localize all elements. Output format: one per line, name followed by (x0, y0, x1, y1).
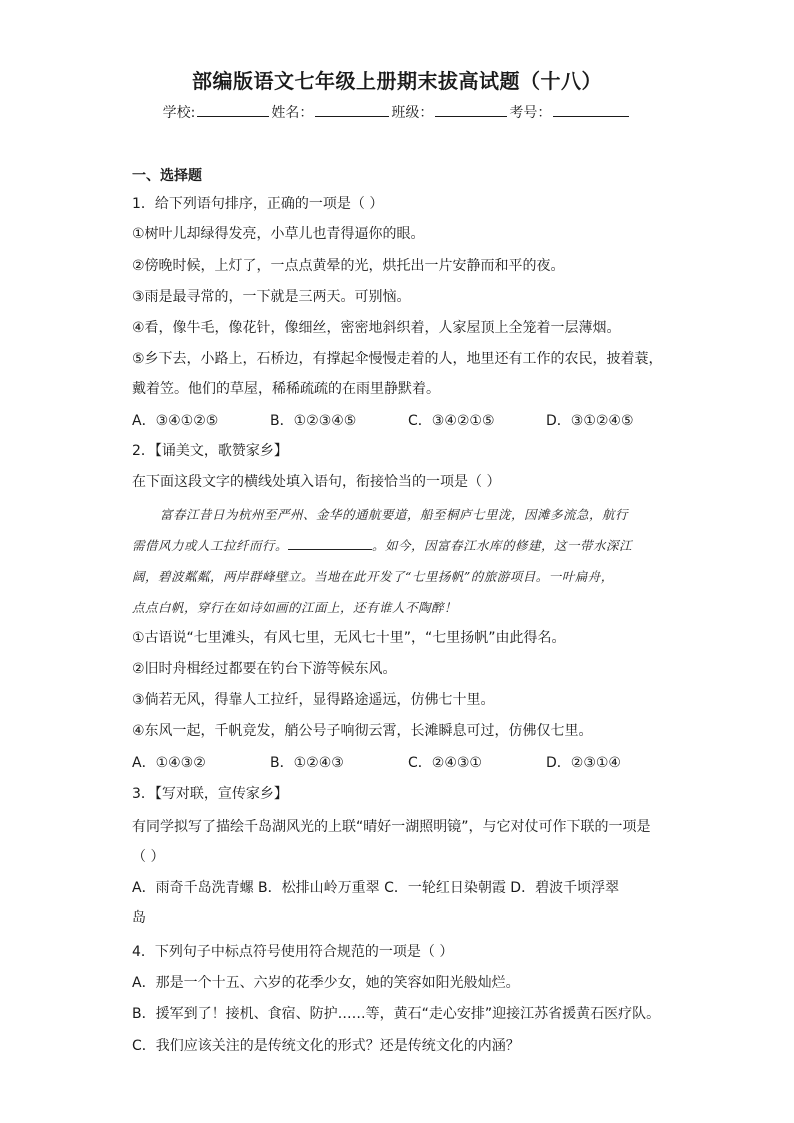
q2-sentence-1: ①古语说“七里滩头，有风七里，无风七十里”，“七里扬帆”由此得名。 (132, 630, 566, 646)
q1-sentence-1: ①树叶儿却绿得发亮，小草儿也青得逼你的眼。 (132, 226, 425, 242)
page-title: 部编版语文七年级上册期末拔高试题（十八） (192, 69, 602, 93)
section-heading: 一、选择题 (132, 168, 202, 184)
q2-sentence-2: ②旧时舟楫经过都要在钓台下游等候东风。 (132, 661, 397, 677)
q2-options (132, 753, 672, 773)
q4-stem: 4．下列句子中标点符号使用符合规范的一项是（ ） (132, 944, 454, 960)
exam-number-label: 考号： (509, 105, 552, 121)
q3-stem-line-1: 有同学拟写了描绘千岛湖风光的上联“晴好一湖照明镜”，与它对仗可作下联的一项是 (132, 819, 651, 835)
q3-options-tail: 岛 (132, 910, 146, 926)
class-blank[interactable] (435, 102, 507, 117)
q1-sentence-2: ②傍晚时候，上灯了，一点点黄晕的光，烘托出一片安静而和平的夜。 (132, 258, 565, 274)
q2-passage-line-4: 点点白帆，穿行在如诗如画的江面上，还有谁人不陶醉！ (132, 600, 458, 615)
q2-option-a[interactable]: A．①④③② (132, 755, 206, 771)
class-label: 班级： (391, 105, 434, 121)
q1-option-c[interactable]: C．③④②①⑤ (408, 413, 495, 429)
q2-sentence-3: ③倘若无风，得靠人工拉纤，显得路途遥远，仿佛七十里。 (132, 692, 495, 708)
q1-option-a[interactable]: A．③④①②⑤ (132, 413, 219, 429)
q2-option-b[interactable]: B．①②④③ (270, 755, 344, 771)
q1-stem: 1．给下列语句排序，正确的一项是（ ） (132, 196, 384, 212)
q2-stem: 在下面这段文字的横线处填入语句，衔接恰当的一项是（ ） (132, 474, 501, 490)
q1-option-d[interactable]: D．③①②④⑤ (546, 413, 634, 429)
q1-sentence-4: ④看，像牛毛，像花针，像细丝，密密地斜织着，人家屋顶上全笼着一层薄烟。 (132, 320, 621, 336)
q3-stem-line-2: （ ） (132, 849, 165, 865)
q2-passage-2a: 需借风力或人工拉纤而行。 (132, 538, 289, 553)
q3-options[interactable]: A．雨奇千岛洗青螺 B．松排山岭万重翠 C．一轮红日染朝霞 D．碧波千顷浮翠 (132, 880, 620, 896)
q4-option-c[interactable]: C．我们应该关注的是传统文化的形式？还是传统文化的内涵？ (132, 1038, 520, 1054)
name-blank[interactable] (315, 102, 389, 117)
q2-passage-line-2 (132, 536, 668, 554)
q2-passage-line-3: 阔，碧波粼粼，两岸群峰壁立。当地在此开发了“七里扬帆”的旅游项目。一叶扁舟， (132, 569, 614, 584)
q2-fill-blank[interactable] (288, 537, 372, 550)
q4-option-b[interactable]: B．援军到了！接机、食宿、防护……等，黄石“走心安排”迎接江苏省援黄石医疗队。 (132, 1006, 661, 1022)
exam-number-blank[interactable] (553, 102, 629, 117)
q2-heading: 2．【诵美文，歌赞家乡】 (132, 443, 288, 459)
q1-options (132, 411, 672, 431)
q2-passage-line-1: 富春江昔日为杭州至严州、金华的通航要道，船至桐庐七里泷，因滩多流急，航行 (160, 507, 629, 522)
q1-sentence-3: ③雨是最寻常的，一下就是三两天。可别恼。 (132, 289, 411, 305)
q2-option-d[interactable]: D．②③①④ (546, 755, 621, 771)
q2-sentence-4: ④东风一起，千帆竞发，艄公号子响彻云霄，长滩瞬息可过，仿佛仅七里。 (132, 723, 593, 739)
q2-passage-2b: 。如今，因富春江水库的修建，这一带水深江 (372, 538, 633, 553)
q3-heading: 3．【写对联，宣传家乡】 (132, 786, 288, 802)
q4-option-a[interactable]: A．那是一个十五、六岁的花季少女，她的笑容如阳光般灿烂。 (132, 975, 520, 991)
q1-option-b[interactable]: B．①②③④⑤ (270, 413, 357, 429)
q1-sentence-5-line-1: ⑤乡下去，小路上，石桥边，有撑起伞慢慢走着的人，地里还有工作的农民，披着蓑， (132, 351, 663, 367)
name-label: 姓名： (271, 105, 314, 121)
student-info-row (0, 102, 794, 123)
q1-sentence-5-line-2: 戴着笠。他们的草屋，稀稀疏疏的在雨里静默着。 (132, 381, 440, 397)
q2-option-c[interactable]: C．②④③① (408, 755, 482, 771)
school-blank[interactable] (197, 102, 269, 117)
school-label: 学校: (162, 105, 196, 121)
